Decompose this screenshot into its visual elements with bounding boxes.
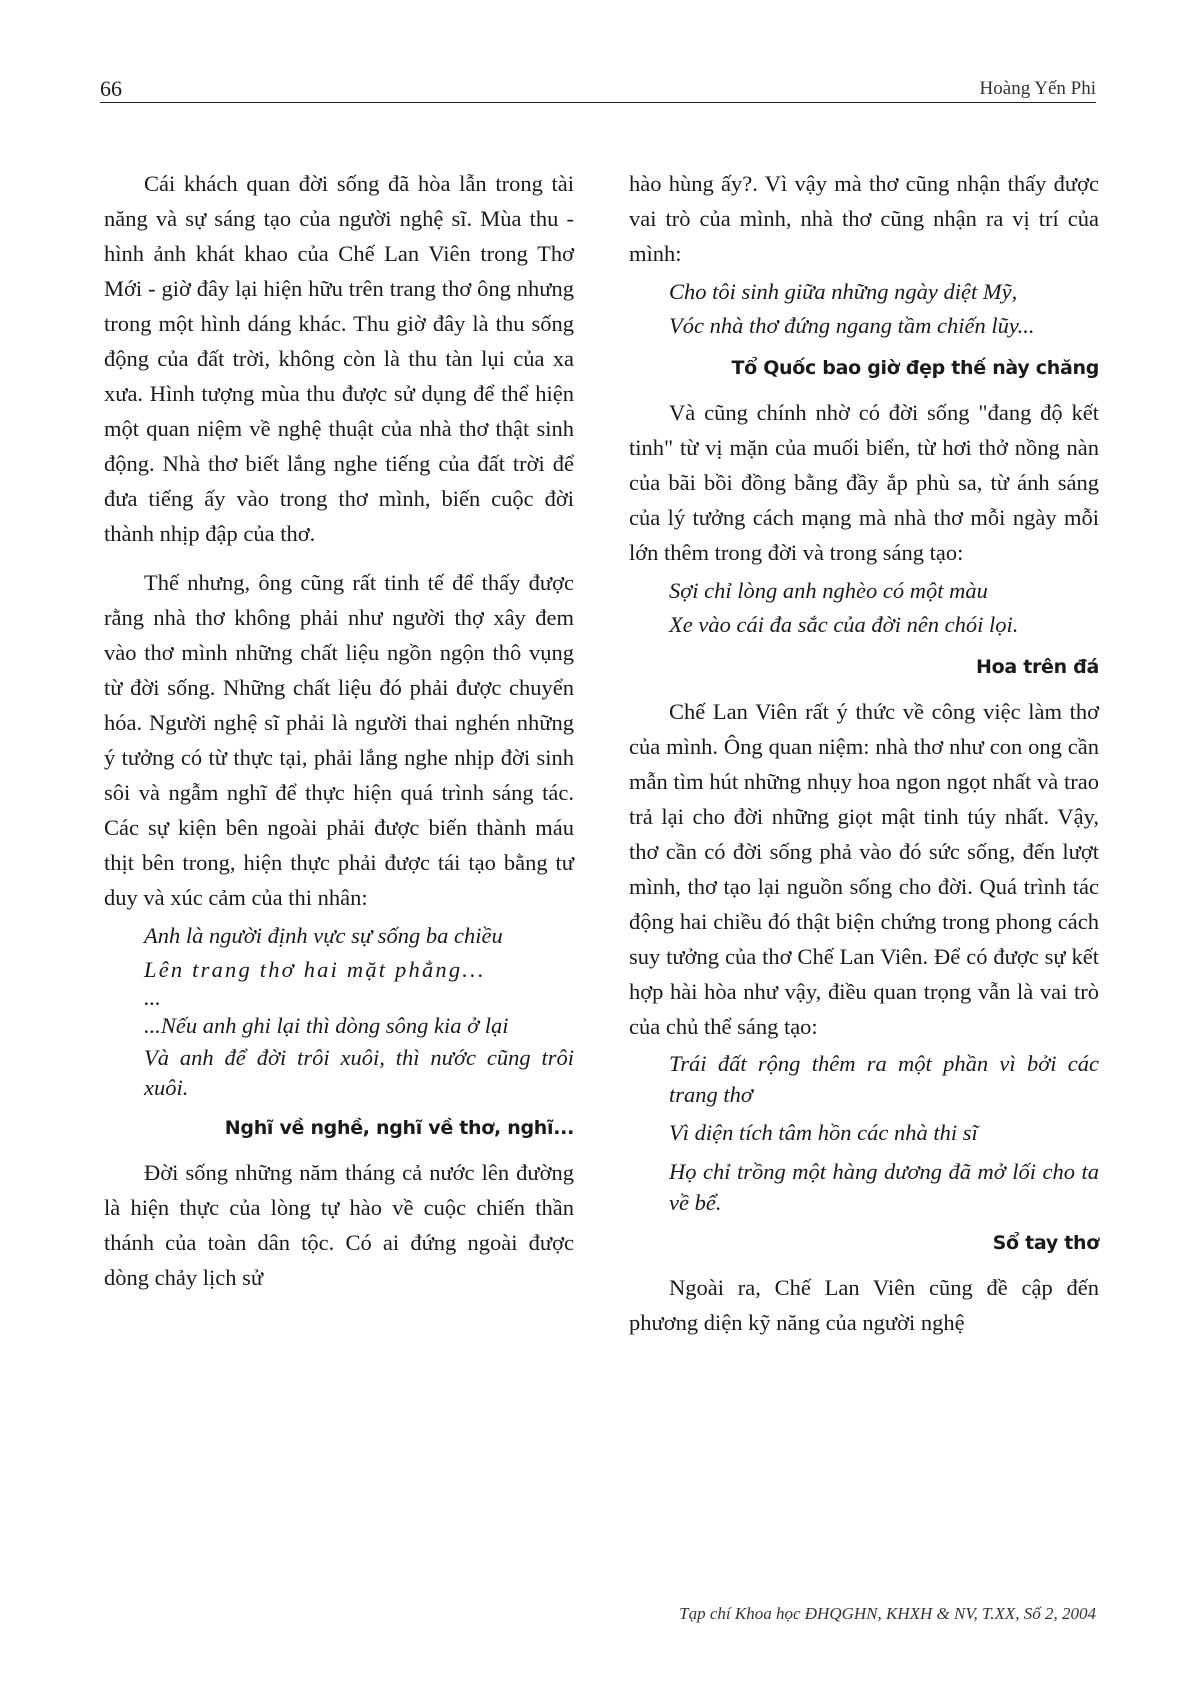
section-heading: Tổ Quốc bao giờ đẹp thế này chăng	[731, 357, 1099, 379]
section-heading: Hoa trên đá	[976, 656, 1099, 678]
right-column	[629, 166, 1099, 1340]
paragraph: Ngoài ra, Chế Lan Viên cũng đề cập đến phương diện kỹ năng của người nghệ	[629, 1275, 1099, 1335]
paragraph: Chế Lan Viên rất ý thức về công việc làm thơ của mình. Ông quan niệm: nhà thơ như con ong cần mẫn tìm hút những nhụy hoa ngon ngọt nhất và trao trả lại cho đời những giọt mật tinh túy nhất. Vậy, thơ cần có đời sống phả vào đó sức sống, đến lượt mình, thơ tạo lại nguồn sống cho đời. Quá trình tác động hai chiều đó thật biện chứng trong phong cách suy tưởng của thơ Chế Lan Viên. Để có được sự kết hợp hài hòa như vậy, điều quan trọng vẫn là vai trò của chủ thể sáng tạo:	[629, 699, 1099, 1039]
verse-line: Vóc nhà thơ đứng ngang tầm chiến lũy...	[669, 313, 1035, 338]
poem-quote	[629, 574, 1099, 642]
poem-quote	[629, 1048, 1099, 1218]
verse-line: Sợi chỉ lòng anh nghèo có một màu	[669, 578, 988, 603]
journal-footer: Tạp chí Khoa học ĐHQGHN, KHXH & NV, T.XX, Số 2, 2004	[679, 1604, 1096, 1623]
poem-quote	[629, 275, 1099, 343]
verse-line: Xe vào cái đa sắc của đời nên chói lọi.	[669, 612, 1019, 637]
paragraph: Và cũng chính nhờ có đời sống "đang độ kết tinh" từ vị mặn của muối biển, từ hơi thở nồng nàn của bãi bồi đồng bằng đầy ắp phù sa, từ ánh sáng của lý tưởng cách mạng mà nhà thơ mỗi ngày mỗi lớn thêm trong đời và trong sáng tạo:	[629, 400, 1099, 565]
verse-line: Họ chỉ trồng một hàng dương đã mở lối cho ta về bể.	[669, 1159, 1099, 1215]
paragraph: Đời sống những năm tháng cả nước lên đường là hiện thực của lòng tự hào về cuộc chiến thần thánh của toàn dân tộc. Có ai đứng ngoài được dòng chảy lịch sử	[104, 1160, 574, 1290]
verse-ellipsis: ...	[144, 985, 161, 1010]
verse-line: Anh là người định vực sự sống ba chiều	[144, 923, 503, 948]
poem-quote	[104, 919, 574, 1103]
verse-line: Và anh để đời trôi xuôi, thì nước cũng trôi xuôi.	[144, 1045, 574, 1100]
page-header	[100, 72, 1096, 103]
verse-line: Cho tôi sinh giữa những ngày diệt Mỹ,	[669, 279, 1018, 304]
paragraph: Thế nhưng, ông cũng rất tinh tế để thấy được rằng nhà thơ không phải như người thợ xây đem vào thơ mình những chất liệu ngồn ngộn thô vụng từ đời sống. Những chất liệu đó phải được chuyển hóa. Người nghệ sĩ phải là người thai nghén những ý tưởng có từ thực tại, phải lắng nghe nhịp đời sinh sôi và ngẫm nghĩ để thực hiện quá trình sáng tác. Các sự kiện bên ngoài phải được biến thành máu thịt bên trong, hiện thực phải được tái tạo bằng tư duy và xúc cảm của thi nhân:	[104, 570, 574, 910]
verse-line: Trái đất rộng thêm ra một phần vì bởi các trang thơ	[669, 1051, 1099, 1107]
paragraph: Cái khách quan đời sống đã hòa lẫn trong tài năng và sự sáng tạo của người nghệ sĩ. Mùa thu - hình ảnh khát khao của Chế Lan Viên trong Thơ Mới - giờ đây lại hiện hữu trên trang thơ ông nhưng trong một hình dáng khác. Thu giờ đây là thu sống động của đất trời, không còn là thu tàn lụi của xa xưa. Hình tượng mùa thu được sử dụng để thể hiện một quan niệm về nghệ thuật của nhà thơ thật sinh động. Nhà thơ biết lắng nghe tiếng của đất trời để đưa tiếng ấy vào trong thơ mình, biến cuộc đời thành nhịp đập của thơ.	[104, 171, 574, 546]
verse-line: Lên trang thơ hai mặt phẳng...	[144, 957, 486, 982]
running-head-author: Hoàng Yến Phi	[979, 78, 1096, 99]
verse-line: Vì diện tích tâm hồn các nhà thi sĩ	[669, 1120, 978, 1145]
section-heading: Nghĩ về nghề, nghĩ về thơ, nghĩ...	[224, 1117, 574, 1139]
verse-line: ...Nếu anh ghi lại thì dòng sông kia ở lại	[144, 1013, 509, 1038]
page-number: 66	[100, 76, 122, 101]
left-column	[104, 166, 574, 1295]
section-heading: Sổ tay thơ	[992, 1232, 1099, 1254]
paragraph: hào hùng ấy?. Vì vậy mà thơ cũng nhận thấy được vai trò của mình, nhà thơ cũng nhận ra vị trí của mình:	[629, 171, 1099, 266]
